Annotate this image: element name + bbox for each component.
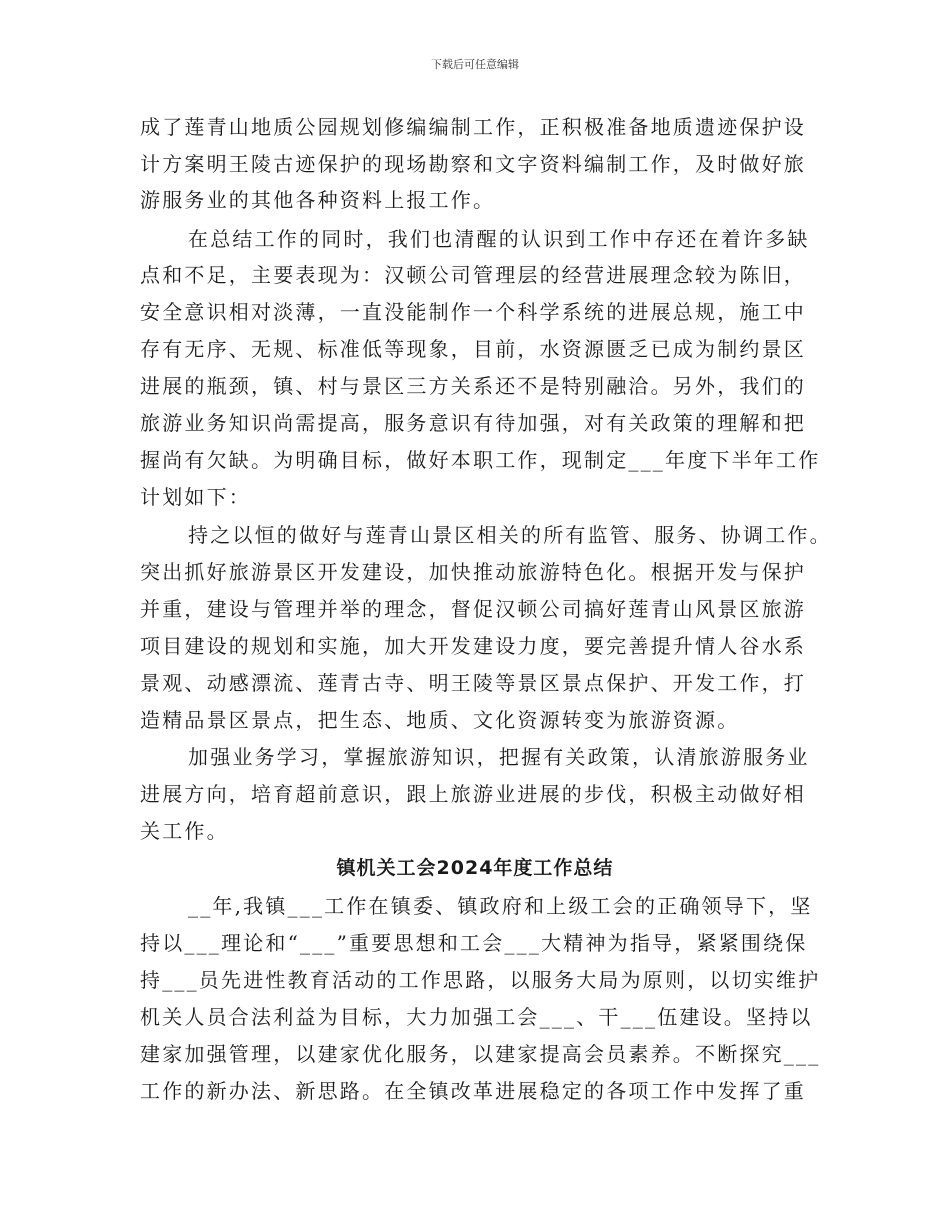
paragraph-line: 突出抓好旅游景区开发建设，加快推动旅游特色化。根据开发与保护 [140,560,806,584]
paragraph-line: 并重，建设与管理并举的理念，督促汉顿公司搞好莲青山风景区旅游 [140,597,806,621]
paragraph-line: 持以___理论和“___”重要思想和工会___大精神为指导，紧紧围绕保 [140,931,808,955]
paragraph-line: 景观、动感漂流、莲青古寺、明王陵等景区景点保护、开发工作，打 [140,671,806,695]
paragraph-line: 持___员先进性教育活动的工作思路，以服务大局为原则，以切实维护 [140,968,821,992]
paragraph-line: 持之以恒的做好与莲青山景区相关的所有监管、服务、协调工作。 [188,523,832,547]
paragraph-line: 计划如下： [140,485,251,509]
paragraph-line: 建家加强管理，以建家优化服务，以建家提高会员素养。不断探究___ [140,1042,821,1066]
paragraph-line: 关工作。 [140,819,229,843]
paragraph-line: 存有无序、无规、标准低等现象，目前，水资源匮乏已成为制约景区 [140,337,806,361]
section-title: 镇机关工会2024年度工作总结 [336,857,614,879]
paragraph-line: 加强业务学习，掌握旅游知识，把握有关政策，认清旅游服务业 [188,745,810,769]
paragraph-line: 成了莲青山地质公园规划修编编制工作，正积极准备地质遗迹保护设 [140,115,806,139]
paragraph-line: 造精品景区景点，把生态、地质、文化资源转变为旅游资源。 [140,708,740,732]
paragraph-line: __年,我镇___工作在镇委、镇政府和上级工会的正确领导下，坚 [188,894,813,918]
paragraph-line: 在总结工作的同时，我们也清醒的认识到工作中存还在着许多缺 [188,227,810,251]
paragraph-line: 旅游业务知识尚需提高，服务意识有待加强，对有关政策的理解和把 [140,411,806,435]
paragraph-line: 安全意识相对淡薄，一直没能制作一个科学系统的进展总规，施工中 [140,300,806,324]
paragraph-line: 游服务业的其他各种资料上报工作。 [140,188,496,212]
paragraph-line: 工作的新办法、新思路。在全镇改革进展稳定的各项工作中发挥了重 [140,1079,806,1103]
paragraph-line: 机关人员合法利益为目标，大力加强工会___、干___伍建设。坚持以 [140,1005,813,1029]
paragraph-line: 握尚有欠缺。为明确目标，做好本职工作，现制定___年度下半年工作 [140,448,821,472]
paragraph-line: 进展的瓶颈，镇、村与景区三方关系还不是特别融洽。另外，我们的 [140,374,806,398]
header-note: 下载后可任意编辑 [431,58,519,71]
paragraph-line: 点和不足，主要表现为：汉顿公司管理层的经营进展理念较为陈旧， [140,263,806,287]
paragraph-line: 项目建设的规划和实施，加大开发建设力度，要完善提升情人谷水系 [140,634,806,658]
paragraph-line: 计方案明王陵古迹保护的现场勘察和文字资料编制工作，及时做好旅 [140,152,806,176]
paragraph-line: 进展方向，培育超前意识，跟上旅游业进展的步伐，积极主动做好相 [140,782,806,806]
